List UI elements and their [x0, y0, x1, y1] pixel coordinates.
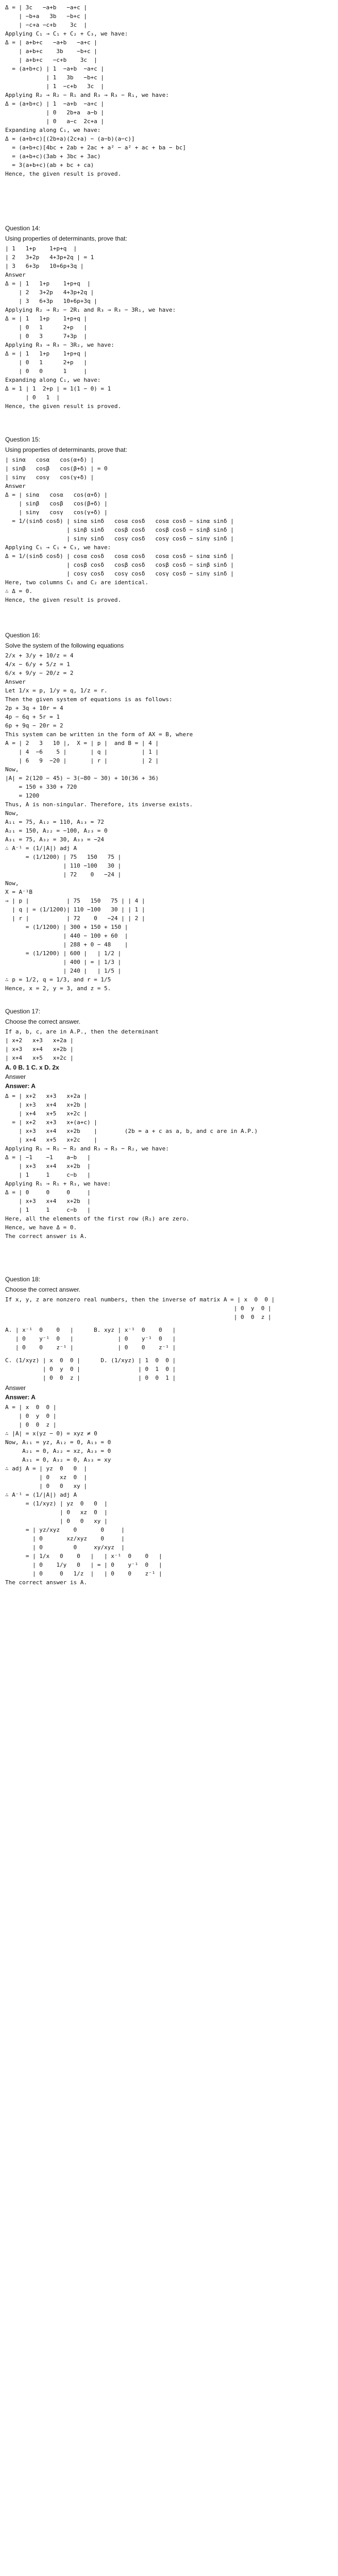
math-line: | sinβ sinδ cosβ cosδ cosβ cosδ − sinβ sinδ |: [5, 527, 234, 533]
math-line: | 3 6+3p 10+6p+3q |: [5, 298, 97, 304]
math-line: | 0 0 xy/xyz |: [5, 1544, 125, 1551]
math-line: = 3(a+b+c)(ab + bc + ca): [5, 162, 94, 168]
option-a-b-row-2: | 0 y⁻¹ 0 | | 0 y⁻¹ 0 |: [5, 1335, 176, 1342]
question-14-prompt: Using properties of determinants, prove that:: [5, 235, 127, 242]
math-line: = 1200: [5, 792, 40, 799]
math-line: | 0 0 z |: [5, 1314, 272, 1320]
math-line: | 0 y 0 |: [5, 1305, 272, 1312]
question-17-options: A. 0 B. 1 C. x D. 2x: [5, 1064, 59, 1071]
math-line: | 0 3 7+3p |: [5, 333, 87, 340]
math-line: | sinγ cosγ cos(γ+δ) |: [5, 474, 94, 481]
math-line: = 1/(sinδ cosδ) | sinα sinδ cosα cosδ cosα cosδ − sinα sinδ |: [5, 518, 234, 524]
math-line: Applying R₁ → R₁ − R₂ and R₃ → R₃ − R₂, we have:: [5, 1145, 169, 1152]
math-line: | 6 9 −20 | | r | | 2 |: [5, 757, 159, 764]
math-line: ∴ A⁻¹ = (1/|A|) adj A: [5, 845, 77, 852]
math-line: | a+b+c −c+b 3c |: [5, 57, 97, 63]
question-18-title: Question 18:: [5, 1276, 41, 1283]
math-line: = (1/1200) | 600 | | 1/2 |: [5, 950, 122, 957]
math-line: | sinβ cosβ cos(β+δ) |: [5, 500, 108, 507]
math-line: A₁₁ = 75, A₁₂ = 110, A₁₃ = 72: [5, 819, 105, 825]
math-line: | a+b+c 3b −b+c |: [5, 48, 97, 55]
math-line: ⇒ | p | | 75 150 75 | | 4 |: [5, 897, 145, 904]
math-line: | 2 3+2p 4+3p+2q | = 1: [5, 254, 94, 261]
math-line: 2/x + 3/y + 10/z = 4: [5, 652, 74, 659]
math-line: | 1 −c+b 3c |: [5, 83, 105, 90]
math-line: Δ = | 0 0 0 |: [5, 1189, 91, 1196]
math-line: | sinα cosα cos(α+δ) |: [5, 456, 94, 463]
math-line: ∴ Δ = 0.: [5, 588, 32, 595]
math-line: Δ = | 3c −a+b −a+c |: [5, 4, 87, 11]
math-line: | 72 0 −24 |: [5, 871, 122, 878]
math-line: Δ = 1/(sinδ cosδ) | cosα cosδ cosα cosδ cosα cosδ − sinα sinδ |: [5, 553, 234, 560]
math-line: | −b+a 3b −b+c |: [5, 13, 87, 20]
math-line: | 0 0 1 |: [5, 368, 87, 375]
math-line: Applying R₂ → R₂ − 2R₁ and R₃ → R₃ − 3R₁, we have:: [5, 307, 176, 313]
section-question-14: [5, 222, 333, 411]
math-line: | sinγ cosγ cos(γ+δ) |: [5, 509, 108, 516]
question-17-title: Question 17:: [5, 1008, 41, 1015]
math-line: = (a+b+c)(3ab + 3bc + 3ac): [5, 153, 101, 160]
math-line: | 0 0 z |: [5, 1421, 57, 1428]
math-line: ∴ A⁻¹ = (1/|A|) adj A: [5, 1492, 77, 1498]
math-line: The correct answer is A.: [5, 1579, 87, 1586]
question-15-title: Question 15:: [5, 436, 41, 443]
math-line: Let 1/x = p, 1/y = q, 1/z = r.: [5, 687, 108, 694]
math-line: = | yz/xyz 0 0 |: [5, 1527, 125, 1533]
math-line: Δ = | 1 1+p 1+p+q |: [5, 280, 91, 287]
math-line: Applying C₁ → C₁ + C₂ + C₃, we have:: [5, 30, 128, 37]
math-line: Expanding along C₁, we have:: [5, 377, 101, 383]
math-line: Answer: [5, 679, 26, 685]
option-a-b-row-1: A. | x⁻¹ 0 0 | B. xyz | x⁻¹ 0 0 |: [5, 1327, 176, 1333]
math-line: | cosγ cosδ cosγ cosδ cosγ cosδ − sinγ sinδ |: [5, 570, 234, 577]
math-line: Applying R₁ → R₁ + R₃, we have:: [5, 1180, 111, 1187]
math-line: Here, all the elements of the first row (R₁) are zero.: [5, 1215, 190, 1222]
math-line: 6p + 9q − 20r = 2: [5, 722, 63, 729]
math-line: Hence, the given result is proved.: [5, 597, 122, 603]
math-line: | 0 a−c 2c+a |: [5, 118, 105, 125]
math-line: Then the given system of equations is as follows:: [5, 696, 173, 703]
math-line: | 1 1 c−b |: [5, 1172, 91, 1178]
question-14-title: Question 14:: [5, 225, 41, 232]
question-16-prompt: Solve the system of the following equations: [5, 642, 124, 649]
math-line: Applying R₃ → R₃ − 3R₂, we have:: [5, 342, 114, 348]
math-line: | 1 1+p 1+p+q |: [5, 245, 77, 252]
math-line: | 0 2b+a a−b |: [5, 109, 105, 116]
math-line: | 0 xz 0 |: [5, 1509, 108, 1516]
option-c-d-row-1: C. (1/xyz) | x 0 0 | D. (1/xyz) | 1 0 0 |: [5, 1357, 176, 1364]
math-line: | sinγ sinδ cosγ cosδ cosγ cosδ − sinγ sinδ |: [5, 535, 234, 542]
math-line: | q | = (1/1200)| 110 −100 30 | | 1 |: [5, 906, 145, 913]
math-line: Δ = (a+b+c) | 1 −a+b −a+c |: [5, 100, 105, 107]
math-line: A₃₁ = 0, A₃₂ = 0, A₃₃ = xy: [5, 1456, 111, 1463]
math-line: | r | | 72 0 −24 | | 2 |: [5, 915, 145, 922]
math-line: Applying C₁ → C₁ + C₃, we have:: [5, 544, 111, 551]
math-line: Now,: [5, 766, 19, 773]
math-line: 2p + 3q + 10r = 4: [5, 705, 63, 711]
math-line: | 110 −100 30 |: [5, 862, 122, 869]
math-line: Hence, we have Δ = 0.: [5, 1224, 77, 1231]
math-line: | 0 1/y 0 | = | 0 y⁻¹ 0 |: [5, 1562, 162, 1568]
math-line: If a, b, c, are in A.P., then the determinant: [5, 1028, 159, 1035]
math-line: | x+3 x+4 x+2b |: [5, 1198, 91, 1205]
math-line: = (a+b+c) | 1 −a+b −a+c |: [5, 65, 105, 72]
math-line: Here, two columns C₁ and C₂ are identical.: [5, 579, 149, 586]
math-line: ∴ p = 1/2, q = 1/3, and r = 1/5: [5, 976, 111, 983]
math-line: A₂₁ = 150, A₂₂ = −100, A₂₃ = 0: [5, 827, 108, 834]
math-line: Δ = | 1 1+p 1+p+q |: [5, 350, 87, 357]
math-line: | x+4 x+5 x+2c |: [5, 1137, 97, 1143]
math-line: | 0 0 1/z | | 0 0 z⁻¹ |: [5, 1570, 162, 1577]
math-line: = | x+2 x+3 x+(a+c) |: [5, 1119, 97, 1126]
math-line: | x+3 x+4 x+2b |: [5, 1046, 74, 1053]
section-continuation: [5, 3, 333, 178]
math-line: Answer: [5, 272, 26, 278]
math-line: | −c+a −c+b 3c |: [5, 22, 87, 28]
math-line: | 288 + 0 − 48 |: [5, 941, 128, 948]
math-line: 4/x − 6/y + 5/z = 1: [5, 661, 70, 668]
option-c-d-row-2: | 0 y 0 | | 0 1 0 |: [5, 1366, 176, 1372]
math-line: Now,: [5, 880, 19, 887]
math-line: | 400 | = | 1/3 |: [5, 959, 122, 965]
math-line: | 0 xz/xyz 0 |: [5, 1535, 125, 1542]
math-line: | sinβ cosβ cos(β+δ) | = 0: [5, 465, 108, 472]
math-line: | 0 0 xy |: [5, 1483, 87, 1489]
math-line: Δ = 1 | 1 2+p | = 1(1 − 0) = 1: [5, 385, 111, 392]
section-question-16: [5, 629, 333, 993]
math-line: | x+2 x+3 x+2a |: [5, 1037, 74, 1044]
math-line: Δ = | −1 −1 a−b |: [5, 1154, 91, 1161]
option-c-d-row-3: | 0 0 z | | 0 0 1 |: [5, 1375, 176, 1381]
question-17-answer-head: Answer: [5, 1073, 26, 1080]
math-line: = | 1/x 0 0 | | x⁻¹ 0 0 |: [5, 1553, 162, 1560]
math-line: | 0 1 |: [5, 394, 60, 401]
math-line: A₃₁ = 75, A₃₂ = 30, A₃₃ = −24: [5, 836, 105, 843]
math-line: | x+3 x+4 x+2b | (2b = a + c as a, b, and c are in A.P.): [5, 1128, 258, 1134]
question-16-title: Question 16:: [5, 632, 41, 639]
math-line: | x+4 x+5 x+2c |: [5, 1110, 87, 1117]
math-line: A₂₁ = 0, A₂₂ = xz, A₂₃ = 0: [5, 1448, 111, 1454]
section-question-15: [5, 433, 333, 604]
question-17-answer: Answer: A: [5, 1082, 36, 1090]
math-line: = (a+b+c)[4bc + 2ab + 2ac + a² − a² + ac + ba − bc]: [5, 144, 186, 151]
math-line: This system can be written in the form of AX = B, where: [5, 731, 193, 738]
math-line: Applying R₂ → R₂ − R₁ and R₃ → R₃ − R₁, we have:: [5, 92, 169, 98]
math-line: Hence, the given result is proved.: [5, 171, 122, 177]
math-line: Δ = | 1 1+p 1+p+q |: [5, 315, 87, 322]
math-line: Thus, A is non-singular. Therefore, its inverse exists.: [5, 801, 193, 808]
section-question-17: [5, 1005, 333, 1241]
math-line: | 2 3+2p 4+3p+2q |: [5, 289, 94, 296]
math-line: = (1/1200) | 75 150 75 |: [5, 854, 122, 860]
math-line: | 3 6+3p 10+6p+3q |: [5, 263, 84, 269]
math-line: Expanding along C₁, we have:: [5, 127, 101, 133]
math-line: | cosβ cosδ cosβ cosδ cosβ cosδ − sinβ sinδ |: [5, 562, 234, 568]
math-line: ∴ adj A = | yz 0 0 |: [5, 1465, 87, 1472]
question-18-answer: Answer: A: [5, 1394, 36, 1401]
math-line: | x+4 x+5 x+2c |: [5, 1055, 74, 1061]
option-a-b-row-3: | 0 0 z⁻¹ | | 0 0 z⁻¹ |: [5, 1344, 176, 1351]
section-question-18: [5, 1273, 333, 1587]
math-line: | 1 1 c−b |: [5, 1207, 91, 1213]
math-line: Δ = (a+b+c)[(2b+a)(2c+a) − (a−b)(a−c)]: [5, 135, 135, 142]
math-line: Now, A₁₁ = yz, A₁₂ = 0, A₁₃ = 0: [5, 1439, 111, 1446]
question-17-prompt: Choose the correct answer.: [5, 1018, 81, 1025]
math-line: Now,: [5, 810, 19, 817]
math-line: Δ = | sinα cosα cos(α+δ) |: [5, 492, 108, 498]
math-line: | x+3 x+4 x+2b |: [5, 1163, 91, 1170]
math-line: A = | x 0 0 |: [5, 1404, 57, 1411]
math-line: | 440 − 100 + 60 |: [5, 933, 128, 939]
math-line: = (1/1200) | 300 + 150 + 150 |: [5, 924, 128, 930]
math-line: ∴ |A| = x(yz − 0) = xyz ≠ 0: [5, 1430, 97, 1437]
math-line: | 0 1 2+p |: [5, 359, 87, 366]
math-line: Hence, the given result is proved.: [5, 403, 122, 410]
math-line: The correct answer is A.: [5, 1233, 87, 1240]
question-15-prompt: Using properties of determinants, prove that:: [5, 446, 127, 453]
math-line: A = | 2 3 10 |, X = | p | and B = | 4 |: [5, 740, 159, 747]
math-line: | 240 | | 1/5 |: [5, 968, 122, 974]
math-line: | 0 0 xy |: [5, 1518, 108, 1524]
math-line: 6/x + 9/y − 20/z = 2: [5, 670, 74, 676]
math-line: Hence, x = 2, y = 3, and z = 5.: [5, 985, 111, 992]
math-line: Δ = | x+2 x+3 x+2a |: [5, 1093, 87, 1099]
math-line: X = A⁻¹B: [5, 889, 32, 895]
math-line: | 0 y 0 |: [5, 1413, 57, 1419]
math-line: |A| = 2(120 − 45) − 3(−80 − 30) + 10(36 + 36): [5, 775, 159, 782]
math-line: | 1 3b −b+c |: [5, 74, 105, 81]
question-18-prompt: Choose the correct answer.: [5, 1286, 81, 1293]
math-line: Δ = | a+b+c −a+b −a+c |: [5, 39, 97, 46]
math-line: = (1/xyz) | yz 0 0 |: [5, 1500, 108, 1507]
math-line: | x+3 x+4 x+2b |: [5, 1101, 87, 1108]
math-line: = 150 + 330 + 720: [5, 784, 77, 790]
question-18-matrix-intro: If x, y, z are nonzero real numbers, then the inverse of matrix A = | x 0 0 |: [5, 1296, 275, 1303]
math-line: Answer: [5, 483, 26, 489]
question-18-answer-head: Answer: [5, 1384, 26, 1392]
math-line: | 4 −6 5 | | q | | 1 |: [5, 749, 159, 755]
math-line: | 0 1 2+p |: [5, 324, 87, 331]
math-line: 4p − 6q + 5r = 1: [5, 714, 60, 720]
math-line: | 0 xz 0 |: [5, 1474, 87, 1481]
